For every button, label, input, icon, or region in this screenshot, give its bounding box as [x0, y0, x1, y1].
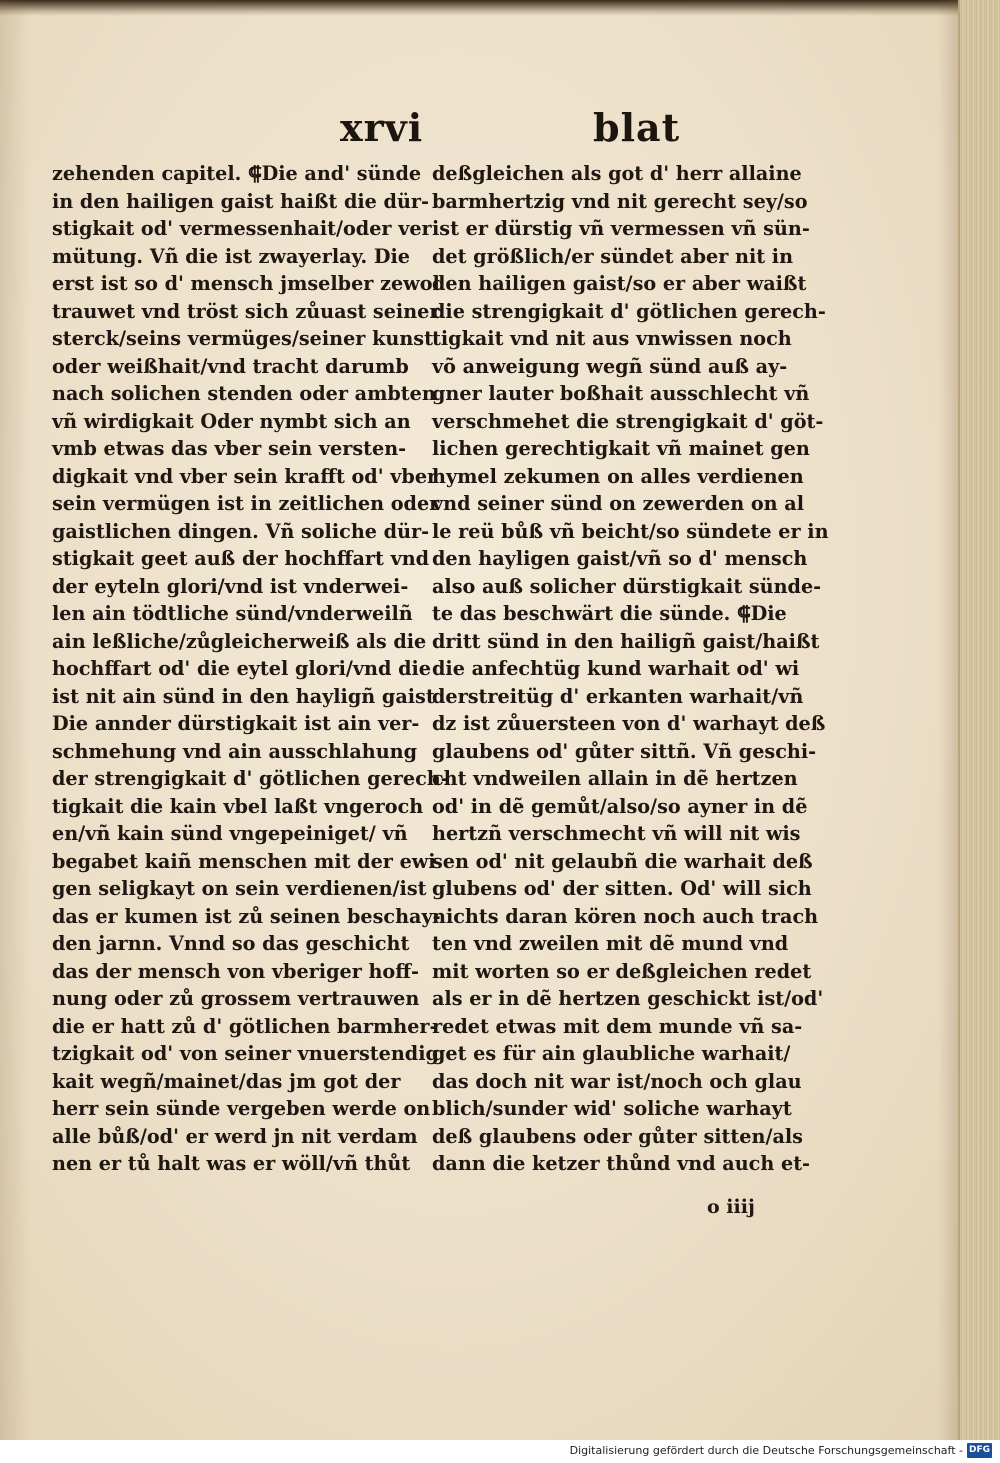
- text-line: zehenden capitel. ⸿Die and' sünde: [52, 162, 422, 185]
- signature-mark: o iiij: [707, 1196, 755, 1218]
- text-line: tzigkait od' von seiner vnuerstendig: [52, 1042, 439, 1065]
- text-line: schmehung vnd ain ausschlahung: [52, 739, 418, 763]
- text-line: nichts daran kören noch auch trach: [432, 904, 819, 928]
- text-line: ist nit ain sünd in den hayligñ gaist: [52, 684, 435, 708]
- text-line: das der mensch von vberiger hoff-: [52, 959, 419, 983]
- text-line: ain leßliche/zůgleicherweiß als die: [52, 629, 427, 653]
- text-line: nen er tů halt was er wöll/vñ thůt: [52, 1152, 411, 1175]
- text-line: das doch nit war ist/noch och glau: [432, 1069, 802, 1093]
- text-line: deßgleichen als got d' herr allaine: [432, 162, 802, 185]
- text-line: hertzñ verschmecht vñ will nit wis: [432, 822, 801, 845]
- text-line: stigkait od' vermessenhait/oder ver: [52, 217, 432, 240]
- text-line: der strengigkait d' götlichen gerech-: [52, 767, 449, 790]
- page-edges: [958, 0, 1000, 1440]
- text-line: der eyteln glori/vnd ist vnderwei-: [52, 574, 409, 598]
- text-line: glaubens od' gůter sittñ. Vñ geschi-: [432, 739, 817, 763]
- text-line: barmhertzig vnd nit gerecht sey/so: [432, 189, 808, 213]
- text-line: die strengigkait d' götlichen gerech-: [432, 299, 826, 323]
- top-shadow: [0, 0, 1000, 16]
- text-line: blich/sunder wid' soliche warhayt: [432, 1097, 792, 1120]
- text-line: vñ wirdigkait Oder nymbt sich an: [52, 409, 411, 433]
- text-line: den jarnn. Vnnd so das geschicht: [52, 932, 410, 955]
- text-line: võ anweigung wegñ sünd auß ay-: [432, 354, 788, 378]
- text-line: derstreitüg d' erkanten warhait/vñ: [432, 684, 804, 708]
- text-line: den hayligen gaist/vñ so d' mensch: [432, 547, 808, 570]
- text-line: en/vñ kain sünd vngepeiniget/ vñ: [52, 822, 408, 845]
- text-line: dz ist zůuersteen von d' warhayt deß: [432, 712, 826, 735]
- text-line: vmb etwas das vber sein versten-: [52, 437, 407, 460]
- text-line: sen od' nit gelaubñ die warhait deß: [432, 849, 813, 873]
- text-line: den hailigen gaist/so er aber waißt: [432, 272, 807, 295]
- text-line: kait wegñ/mainet/das jm got der: [52, 1069, 401, 1093]
- text-line: hymel zekumen on alles verdienen: [432, 464, 804, 488]
- text-line: als er in dẽ hertzen geschickt ist/od': [432, 987, 824, 1010]
- text-line: trauwet vnd tröst sich zůuast seiner: [52, 299, 440, 323]
- text-line: herr sein sünde vergeben werde on: [52, 1097, 431, 1120]
- text-line: die er hatt zů d' götlichen barmher-: [52, 1014, 438, 1038]
- text-line: gner lauter boßhait ausschlecht vñ: [432, 382, 810, 405]
- text-line: lichen gerechtigkait vñ mainet gen: [432, 437, 810, 460]
- text-line: erst ist so d' mensch jmselber zewol: [52, 272, 440, 295]
- text-line: od' in dẽ gemůt/also/so ayner in dẽ: [432, 794, 808, 818]
- text-line: nach solichen stenden oder ambten: [52, 382, 436, 405]
- text-line: tigkait die kain vbel laßt vngeroch: [52, 794, 424, 818]
- text-line: len ain tödtliche sünd/vnderweilñ: [52, 602, 413, 625]
- text-line: oder weißhait/vnd tracht darumb: [52, 354, 409, 378]
- text-line: nung oder zů grossem vertrauwen: [52, 987, 420, 1010]
- text-line: also auß solicher dürstigkait sünde-: [432, 574, 822, 598]
- text-line: glubens od' der sitten. Od' will sich: [432, 877, 812, 900]
- text-line: alle bůß/od' er werd jn nit verdam: [52, 1124, 418, 1148]
- text-line: cht vndweilen allain in dẽ hertzen: [432, 767, 798, 790]
- funding-credit: Digitalisierung gefördert durch die Deutsche Forschungsgemeinschaft -: [569, 1444, 963, 1457]
- text-line: gaistlichen dingen. Vñ soliche dür-: [52, 519, 430, 543]
- text-line: die anfechtüg kund warhait od' wi: [432, 657, 800, 680]
- text-line: digkait vnd vber sein krafft od' vber: [52, 464, 438, 488]
- text-line: dritt sünd in den hailigñ gaist/haißt: [432, 629, 820, 653]
- text-line: in den hailigen gaist haißt die dür-: [52, 189, 429, 213]
- text-line: stigkait geet auß der hochffart vnd: [52, 547, 430, 570]
- text-line: redet etwas mit dem munde vñ sa-: [432, 1014, 803, 1038]
- text-line: vnd seiner sünd on zewerden on al: [432, 492, 805, 515]
- folio-label: blat: [593, 105, 681, 150]
- text-line: te das beschwärt die sünde. ⸿Die: [432, 602, 787, 625]
- text-line: verschmehet die strengigkait d' göt-: [432, 409, 824, 433]
- binding-shade: [0, 0, 30, 1440]
- text-line: mütung. Vñ die ist zwayerlay. Die: [52, 244, 411, 268]
- text-line: gen seligkayt on sein verdienen/ist: [52, 877, 427, 900]
- text-line: sterck/seins vermüges/seiner kunst: [52, 327, 433, 350]
- text-line: det größlich/er sündet aber nit in: [432, 244, 794, 268]
- text-line: Die annder dürstigkait ist ain ver-: [52, 712, 420, 735]
- folio-number: xrvi: [340, 105, 424, 150]
- text-line: deß glaubens oder gůter sitten/als: [432, 1124, 803, 1148]
- text-line: dann die ketzer thůnd vnd auch et-: [432, 1152, 811, 1175]
- text-line: ten vnd zweilen mit dẽ mund vnd: [432, 932, 789, 955]
- dfg-logo: DFG: [967, 1443, 992, 1458]
- text-line: le reü bůß vñ beicht/so sündete er in: [432, 519, 829, 543]
- text-line: begabet kaiñ menschen mit der ewi: [52, 849, 436, 873]
- text-line: das er kumen ist zů seinen beschay-: [52, 904, 441, 928]
- text-line: hochffart od' die eytel glori/vnd die: [52, 657, 431, 680]
- text-column-left: [52, 160, 449, 1178]
- text-line: get es für ain glaubliche warhait/: [432, 1042, 791, 1065]
- text-column-right: [432, 160, 829, 1178]
- text-line: ist er dürstig vñ vermessen vñ sün-: [432, 217, 810, 240]
- fore-edge-shadow: [938, 0, 960, 1440]
- digitization-footer: [0, 1440, 1000, 1463]
- text-line: tigkait vnd nit aus vnwissen noch: [432, 327, 792, 350]
- text-line: sein vermügen ist in zeitlichen oder: [52, 492, 440, 515]
- text-line: mit worten so er deßgleichen redet: [432, 959, 812, 983]
